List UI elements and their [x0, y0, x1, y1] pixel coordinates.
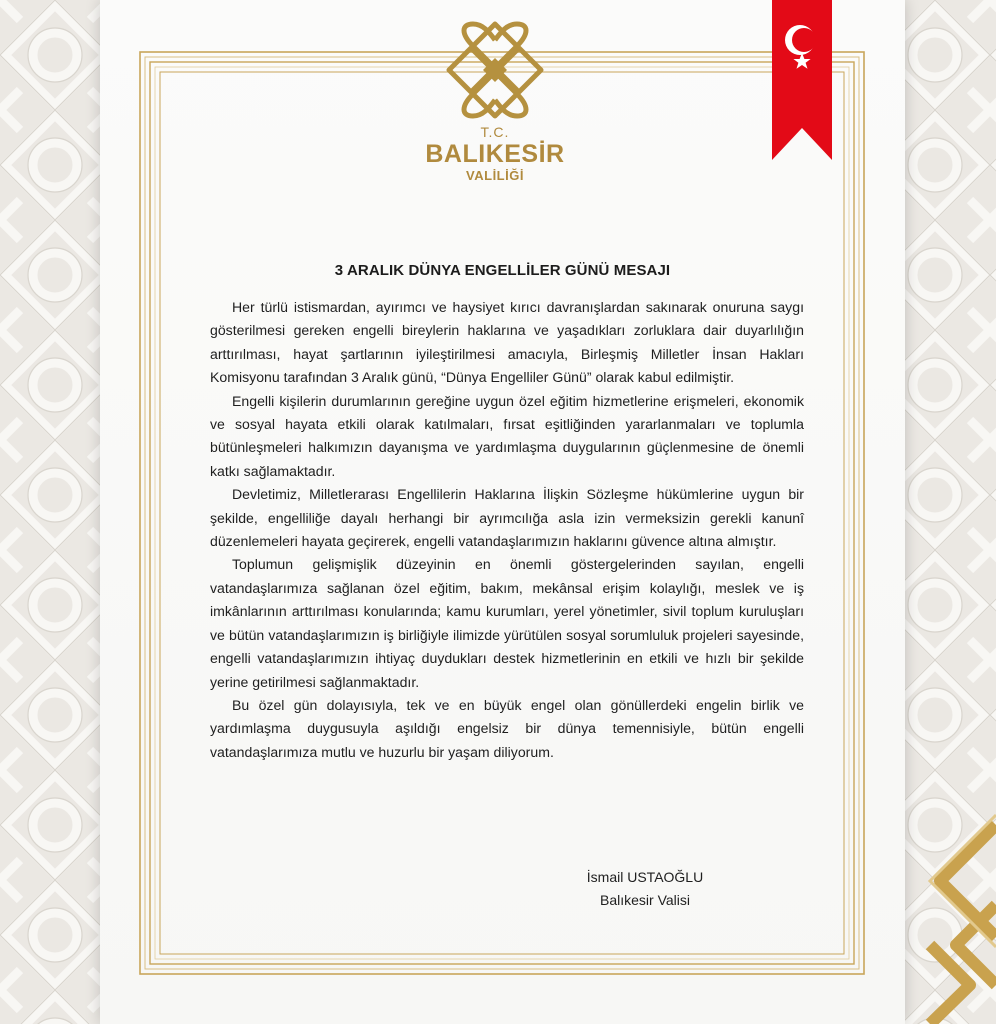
turkish-flag-icon: [772, 0, 832, 160]
document-body: [210, 296, 804, 764]
signatory-name: İsmail USTAOĞLU: [586, 869, 704, 885]
document-title: 3 ARALIK DÜNYA ENGELLİLER GÜNÜ MESAJI: [334, 262, 671, 279]
document-sheet: [100, 0, 905, 1024]
ornamental-knot-emblem-icon: [443, 18, 547, 122]
paragraph-4: Toplumun gelişmişlik düzeyinin en önemli göstergelerinden sayılan, engelli vatandaşlarımıza sağlanan özel eğitim, bakım, mekânsal erişim kolaylığı, meslek ve iş imkânlarının arttırılması konularında; kamu kurumları, yerel yönetimler, sivil toplum kuruluşları ve bütün vatandaşlarımızın iş birliğiyle ilimizde yürütülen sosyal sorumluluk projeleri sayesinde, engelli vatandaşlarımızın ihtiyaç duydukları destek hizmetlerinin en etkili ve hızlı bir şekilde yerine getirilmesi sağlanmaktadır.: [210, 556, 804, 690]
paragraph-2: Engelli kişilerin durumlarının gereğine uygun özel eğitim hizmetlerine erişmeleri, ekonomik ve sosyal hayata etkili olarak katılmaları, fırsat eşitliğinden yararlanmaları ve toplumla bütünleşmeleri halkımızın dayanışma ve yardımlaşma duygularının güçlenmesine de önemli katkı sağlamaktadır.: [210, 392, 804, 479]
paragraph-3: Devletimiz, Milletlerarası Engellilerin Haklarına İlişkin Sözleşme hükümlerine uygun bir şekilde, engelliliğe dayalı herhangi bir ayrımcılığa asla izin vermeksizin gerekli kanunî düzenlemeleri hayata geçirerek, engelli vatandaşlarımızın haklarını güvence altına almıştır.: [210, 486, 804, 550]
paragraph-1: Her türlü istismardan, ayırımcı ve haysiyet kırıcı davranışlardan sakınarak onuruna saygı gösterilmesi gereken engelli bireylerin haklarına ve yaşadıkları zorluklara dair duyarlılığın arttırılması, hayat şartlarının iyileştirilmesi amacıyla, Birleşmiş Milletler İnsan Hakları Komisyonu tarafından 3 Aralık günü, “Dünya Engelliler Günü” olarak kabul edilmiştir.: [210, 299, 804, 386]
org-prefix: T.C.: [480, 124, 510, 140]
org-subtitle: VALİLİĞİ: [466, 168, 524, 183]
gold-corner-ornament-icon: [900, 795, 996, 1024]
paragraph-5: Bu özel gün dolayısıyla, tek ve en büyük engel olan gönüllerdeki engelin birlik ve yardımlaşma duygusuyla aşıldığı engelsiz bir dünya temennisiyle, bütün engelli vatandaşlarımıza mutlu ve huzurlu bir yaşam diliyorum.: [210, 696, 804, 760]
signatory-title: Balıkesir Valisi: [600, 892, 690, 908]
org-name: BALIKESİR: [425, 140, 565, 168]
